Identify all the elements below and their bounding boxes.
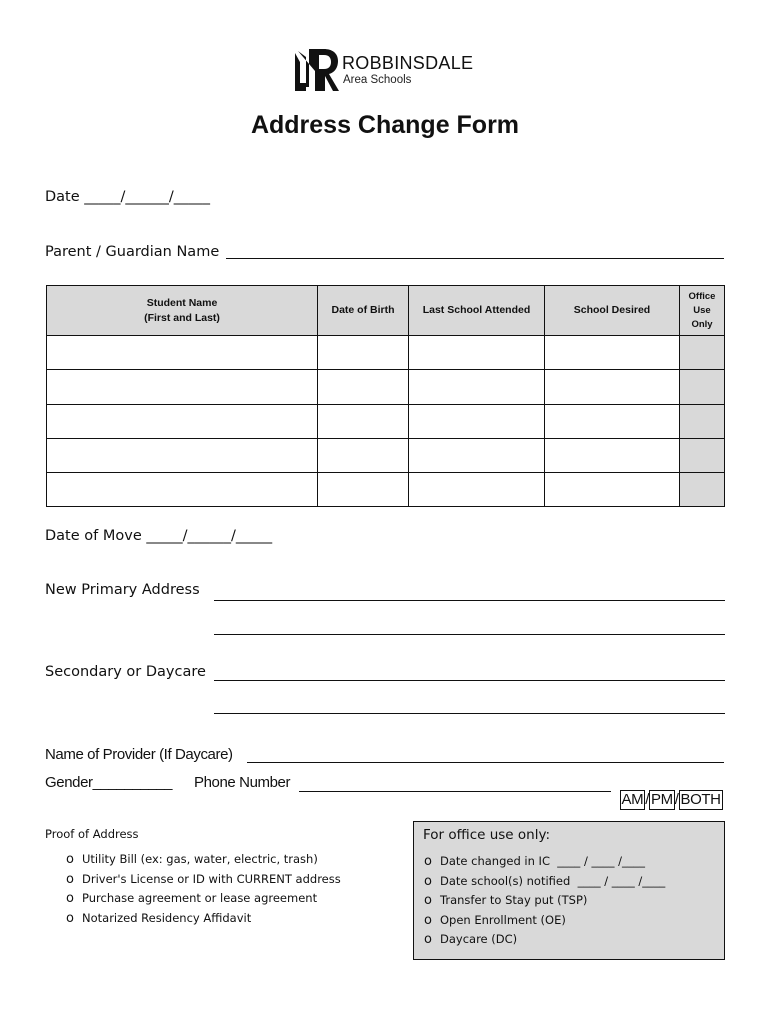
office-item-label: Open Enrollment (OE)	[440, 912, 566, 927]
both-option[interactable]: BOTH	[680, 791, 721, 808]
proof-list	[66, 852, 341, 930]
guardian-label: Parent / Guardian Name	[45, 244, 220, 260]
office-use-list	[424, 854, 665, 952]
list-item	[66, 872, 341, 892]
student-table	[46, 285, 725, 507]
proof-item-label: Notarized Residency Affidavit	[82, 910, 252, 925]
pm-option[interactable]: PM	[651, 791, 673, 808]
new-primary-address-label: New Primary Address	[45, 582, 200, 598]
gender-field[interactable]: Gender__________	[45, 774, 173, 791]
proof-of-address-heading: Proof of Address	[45, 827, 139, 841]
robbinsdale-r-logo-icon	[295, 47, 339, 91]
list-item	[424, 854, 665, 874]
office-item-label: Daycare (DC)	[440, 932, 518, 946]
student-name-header-line2: (First and Last)	[144, 311, 220, 324]
bullet-icon: o	[66, 891, 74, 906]
last-school-cell[interactable]	[409, 438, 545, 472]
phone-number-line[interactable]	[299, 791, 611, 792]
date-of-birth-cell[interactable]	[318, 336, 409, 370]
office-use-header	[680, 286, 725, 336]
office-use-header-line3: Only	[691, 318, 713, 330]
office-item-label: Transfer to Stay put (TSP)	[440, 893, 588, 907]
bullet-icon: o	[424, 893, 432, 908]
student-name-cell[interactable]	[47, 404, 318, 438]
last-school-cell[interactable]	[409, 404, 545, 438]
district-logo	[295, 47, 485, 91]
table-header-row	[47, 286, 725, 336]
table-row	[47, 370, 725, 404]
provider-label: Name of Provider (If Daycare)	[45, 746, 233, 763]
student-name-cell[interactable]	[47, 472, 318, 506]
secondary-address-line-2[interactable]	[214, 713, 725, 714]
date-of-birth-cell[interactable]	[318, 472, 409, 506]
office-use-cell	[680, 336, 725, 370]
bullet-icon: o	[66, 910, 74, 926]
school-desired-cell[interactable]	[545, 370, 680, 404]
list-item	[424, 913, 665, 933]
date-of-birth-header: Date of Birth	[318, 286, 409, 336]
table-row	[47, 438, 725, 472]
separator: /	[645, 791, 650, 808]
office-use-header-line1: Office	[688, 290, 716, 302]
last-school-cell[interactable]	[409, 370, 545, 404]
bullet-icon: o	[424, 912, 432, 928]
student-name-cell[interactable]	[47, 370, 318, 404]
table-row	[47, 336, 725, 370]
proof-item-label: Purchase agreement or lease agreement	[82, 891, 318, 905]
last-school-cell[interactable]	[409, 472, 545, 506]
time-preference	[612, 773, 723, 810]
table-row	[47, 404, 725, 438]
list-item	[424, 874, 665, 894]
bullet-icon: o	[424, 873, 432, 889]
student-name-cell[interactable]	[47, 336, 318, 370]
school-desired-cell[interactable]	[545, 438, 680, 472]
secondary-daycare-label: Secondary or Daycare	[45, 664, 206, 680]
last-school-cell[interactable]	[409, 336, 545, 370]
guardian-name-line[interactable]	[226, 258, 724, 259]
list-item	[424, 932, 665, 952]
date-field[interactable]: Date _____/______/_____	[45, 189, 211, 205]
bullet-icon: o	[66, 871, 74, 887]
school-desired-cell[interactable]	[545, 336, 680, 370]
list-item	[66, 852, 341, 872]
am-option[interactable]: AM	[621, 791, 644, 808]
provider-name-line[interactable]	[247, 762, 724, 763]
bullet-icon: o	[424, 932, 432, 947]
list-item	[66, 891, 341, 911]
table-row	[47, 472, 725, 506]
office-use-header-line2: Use	[693, 304, 711, 316]
office-use-title: For office use only:	[423, 827, 551, 843]
date-of-move-field[interactable]: Date of Move _____/______/_____	[45, 528, 273, 544]
phone-number-label: Phone Number	[194, 774, 291, 791]
page-title: Address Change Form	[250, 111, 520, 139]
school-desired-header: School Desired	[545, 286, 680, 336]
office-use-cell	[680, 472, 725, 506]
logo-subtitle: Area Schools	[343, 74, 412, 86]
new-primary-address-line-1[interactable]	[214, 600, 725, 601]
date-of-birth-cell[interactable]	[318, 404, 409, 438]
bullet-icon: o	[424, 854, 432, 869]
office-use-cell	[680, 438, 725, 472]
office-use-box	[413, 821, 725, 960]
student-name-header-line1: Student Name	[146, 296, 218, 309]
last-school-header: Last School Attended	[409, 286, 545, 336]
office-use-cell	[680, 404, 725, 438]
proof-item-label: Utility Bill (ex: gas, water, electric, trash)	[82, 852, 318, 866]
student-name-header	[47, 286, 318, 336]
new-primary-address-line-2[interactable]	[214, 634, 725, 635]
logo-name: ROBBINSDALE	[342, 53, 474, 73]
student-name-cell[interactable]	[47, 438, 318, 472]
proof-item-label: Driver's License or ID with CURRENT address	[82, 871, 341, 886]
date-of-birth-cell[interactable]	[318, 370, 409, 404]
list-item	[424, 893, 665, 913]
office-item-label: Date school(s) notified ____ / ____ /____	[440, 873, 666, 888]
secondary-address-line-1[interactable]	[214, 680, 725, 681]
date-of-birth-cell[interactable]	[318, 438, 409, 472]
office-item-label: Date changed in IC ____ / ____ /____	[440, 854, 646, 868]
office-use-cell	[680, 370, 725, 404]
school-desired-cell[interactable]	[545, 404, 680, 438]
separator: /	[674, 791, 679, 808]
school-desired-cell[interactable]	[545, 472, 680, 506]
list-item	[66, 911, 341, 931]
bullet-icon: o	[66, 852, 74, 867]
